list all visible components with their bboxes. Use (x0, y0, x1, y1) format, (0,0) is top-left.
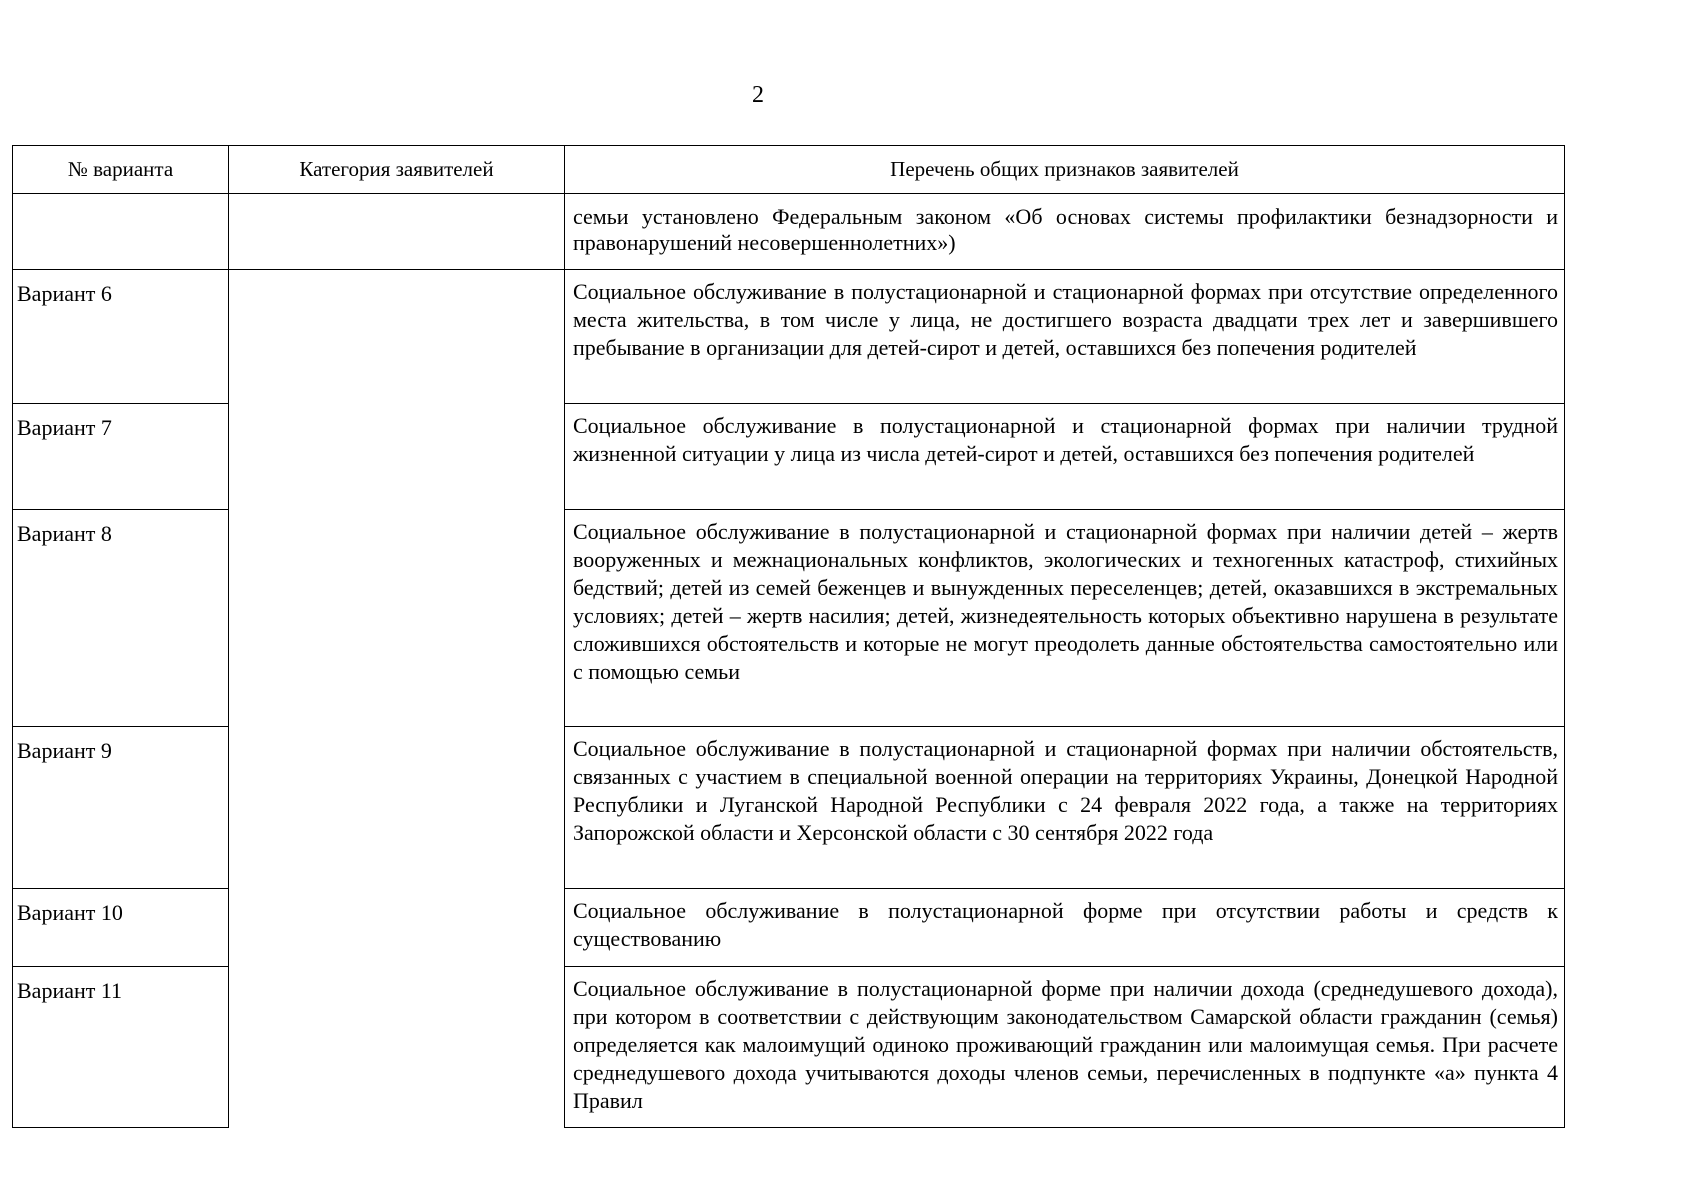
variant-9-features: Социальное обслуживание в полустационарной и стационарной формах при наличии обстоятельств, связанных с участием в специальной военной операции на территориях Украины, Донецкой Народной Республики и Луганской Народной Республики с 24 февраля 2022 года, а также на территориях Запорожской области и Херсонской области с 30 сентября 2022 года (564, 726, 1565, 889)
page-number: 2 (752, 82, 764, 108)
variant-6-features: Социальное обслуживание в полустационарной и стационарной формах при отсутствие определенного места жительства, в том числе у лица, не достигшего возраста двадцати трех лет и завершившего пребывание в организации для детей-сирот и детей, оставшихся без попечения родителей (564, 269, 1565, 404)
variant-11-features: Социальное обслуживание в полустационарной форме при наличии дохода (среднедушевого дохода), при котором в соответствии с действующим законодательством Самарской области гражданин (семья) определяется как малоимущий одиноко проживающий гражданин или малоимущая семья. При расчете среднедушевого дохода учитываются доходы членов семьи, перечисленных в подпункте «а» пункта 4 Правил (564, 966, 1565, 1128)
header-variant: № варианта (12, 145, 229, 194)
continuation-features-cell: семьи установлено Федеральным законом «Об основах системы профилактики безнадзорности и правонарушений несовершеннолетних») (564, 193, 1565, 270)
variant-10-features: Социальное обслуживание в полустационарной форме при отсутствии работы и средств к существованию (564, 888, 1565, 967)
header-features: Перечень общих признаков заявителей (564, 145, 1565, 194)
variant-7-features: Социальное обслуживание в полустационарной и стационарной формах при наличии трудной жизненной ситуации у лица из числа детей-сирот и детей, оставшихся без попечения родителей (564, 403, 1565, 510)
category-cell (228, 193, 565, 270)
header-category: Категория заявителей (228, 145, 565, 194)
variant-9-label: Вариант 9 (12, 726, 229, 889)
variant-11-label: Вариант 11 (12, 966, 229, 1128)
variant-7-label: Вариант 7 (12, 403, 229, 510)
variant-10-label: Вариант 10 (12, 888, 229, 967)
variant-8-features: Социальное обслуживание в полустационарной и стационарной формах при наличии детей – жертв вооруженных и межнациональных конфликтов, экологических и техногенных катастроф, стихийных бедствий; детей из семей беженцев и вынужденных переселенцев; детей, оказавшихся в экстремальных условиях; детей – жертв насилия; детей, жизнедеятельность которых объективно нарушена в результате сложившихся обстоятельств и которые не могут преодолеть данные обстоятельства самостоятельно или с помощью семьи (564, 509, 1565, 727)
variant-6-label: Вариант 6 (12, 269, 229, 404)
continuation-variant-cell (12, 193, 229, 270)
variant-8-label: Вариант 8 (12, 509, 229, 727)
